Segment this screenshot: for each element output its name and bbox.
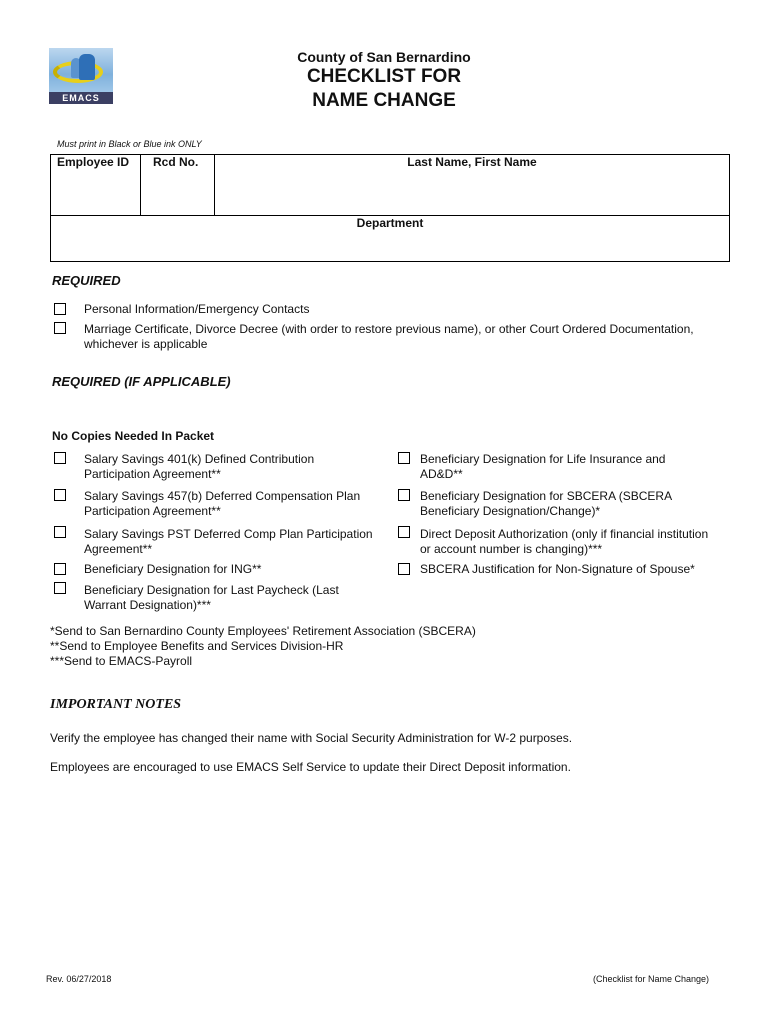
checkbox-ing[interactable] bbox=[54, 563, 66, 575]
checkbox-457b[interactable] bbox=[54, 489, 66, 501]
item-label: SBCERA Justification for Non-Signature of Spouse* bbox=[420, 562, 695, 576]
optional-item-life-insurance bbox=[420, 452, 665, 482]
checkbox-direct-deposit[interactable] bbox=[398, 526, 410, 538]
required-item-court-documents bbox=[84, 322, 734, 352]
form-title-line2: NAME CHANGE bbox=[312, 90, 456, 111]
checkbox-pst[interactable] bbox=[54, 526, 66, 538]
revision-date: Rev. 06/27/2018 bbox=[46, 974, 112, 984]
optional-item-457b bbox=[84, 489, 360, 519]
employee-id-label: Employee ID bbox=[57, 155, 130, 169]
required-if-applicable-heading: REQUIRED (IF APPLICABLE) bbox=[52, 374, 231, 389]
county-name: County of San Bernardino bbox=[297, 49, 471, 65]
footnote-payroll: ***Send to EMACS-Payroll bbox=[50, 654, 193, 668]
item-label: Marriage Certificate, Divorce Decree (with order to restore previous name), or other Court Ordered Documentation, bbox=[84, 322, 694, 336]
department-label: Department bbox=[356, 216, 424, 230]
optional-item-pst bbox=[84, 527, 373, 557]
item-label: Beneficiary Designation for Last Paycheck (Last bbox=[84, 583, 339, 597]
document-name: (Checklist for Name Change) bbox=[593, 974, 710, 984]
item-label: Warrant Designation)*** bbox=[84, 598, 211, 612]
optional-item-last-paycheck bbox=[84, 583, 339, 613]
item-label: Beneficiary Designation/Change)* bbox=[420, 504, 601, 518]
checkbox-sbcera-beneficiary[interactable] bbox=[398, 489, 410, 501]
no-copies-subheading: No Copies Needed In Packet bbox=[52, 429, 215, 443]
employee-info-table bbox=[50, 154, 730, 262]
required-heading: REQUIRED bbox=[52, 273, 121, 288]
item-label: or account number is changing)*** bbox=[420, 542, 603, 556]
checkbox-life-insurance[interactable] bbox=[398, 452, 410, 464]
optional-item-sbcera-beneficiary bbox=[420, 489, 672, 519]
checkbox-personal-info[interactable] bbox=[54, 303, 66, 315]
table-divider bbox=[140, 154, 141, 216]
item-label: Agreement** bbox=[84, 542, 153, 556]
logo-wordmark: EMACS bbox=[49, 92, 113, 104]
form-title-line1: CHECKLIST FOR bbox=[306, 66, 462, 87]
important-notes-heading: IMPORTANT NOTES bbox=[50, 697, 182, 712]
item-label: Salary Savings 401(k) Defined Contribution bbox=[84, 452, 315, 466]
rcd-no-label: Rcd No. bbox=[153, 155, 199, 169]
checkbox-court-documents[interactable] bbox=[54, 322, 66, 334]
footnote-sbcera: *Send to San Bernardino County Employees' Retirement Association (SBCERA) bbox=[50, 624, 476, 638]
required-item-personal-info bbox=[84, 302, 309, 317]
optional-item-sbcera-justification bbox=[420, 562, 695, 577]
item-label: AD&D** bbox=[420, 467, 463, 481]
optional-item-401k bbox=[84, 452, 314, 482]
item-label: Beneficiary Designation for SBCERA (SBCERA bbox=[420, 489, 673, 503]
note-ssa: Verify the employee has changed their name with Social Security Administration for W-2 purposes. bbox=[50, 731, 573, 745]
item-label: Participation Agreement** bbox=[84, 467, 221, 481]
name-label: Last Name, First Name bbox=[407, 155, 537, 169]
item-label: Salary Savings PST Deferred Comp Plan Participation bbox=[84, 527, 373, 541]
note-self-service: Employees are encouraged to use EMACS Self Service to update their Direct Deposit information. bbox=[50, 760, 571, 774]
optional-item-ing bbox=[84, 562, 261, 577]
checkbox-sbcera-justification[interactable] bbox=[398, 563, 410, 575]
item-label: Personal Information/Emergency Contacts bbox=[84, 302, 310, 316]
item-label: Direct Deposit Authorization (only if financial institution bbox=[420, 527, 709, 541]
item-label: Beneficiary Designation for Life Insurance and bbox=[420, 452, 666, 466]
checkbox-401k[interactable] bbox=[54, 452, 66, 464]
footnote-hr: **Send to Employee Benefits and Services Division-HR bbox=[50, 639, 344, 653]
checkbox-last-paycheck[interactable] bbox=[54, 582, 66, 594]
ink-instruction: Must print in Black or Blue ink ONLY bbox=[57, 139, 202, 149]
optional-item-direct-deposit bbox=[420, 527, 708, 557]
item-label: Salary Savings 457(b) Deferred Compensation Plan bbox=[84, 489, 361, 503]
item-label: Beneficiary Designation for ING** bbox=[84, 562, 262, 576]
item-label: whichever is applicable bbox=[84, 337, 208, 351]
item-label: Participation Agreement** bbox=[84, 504, 221, 518]
